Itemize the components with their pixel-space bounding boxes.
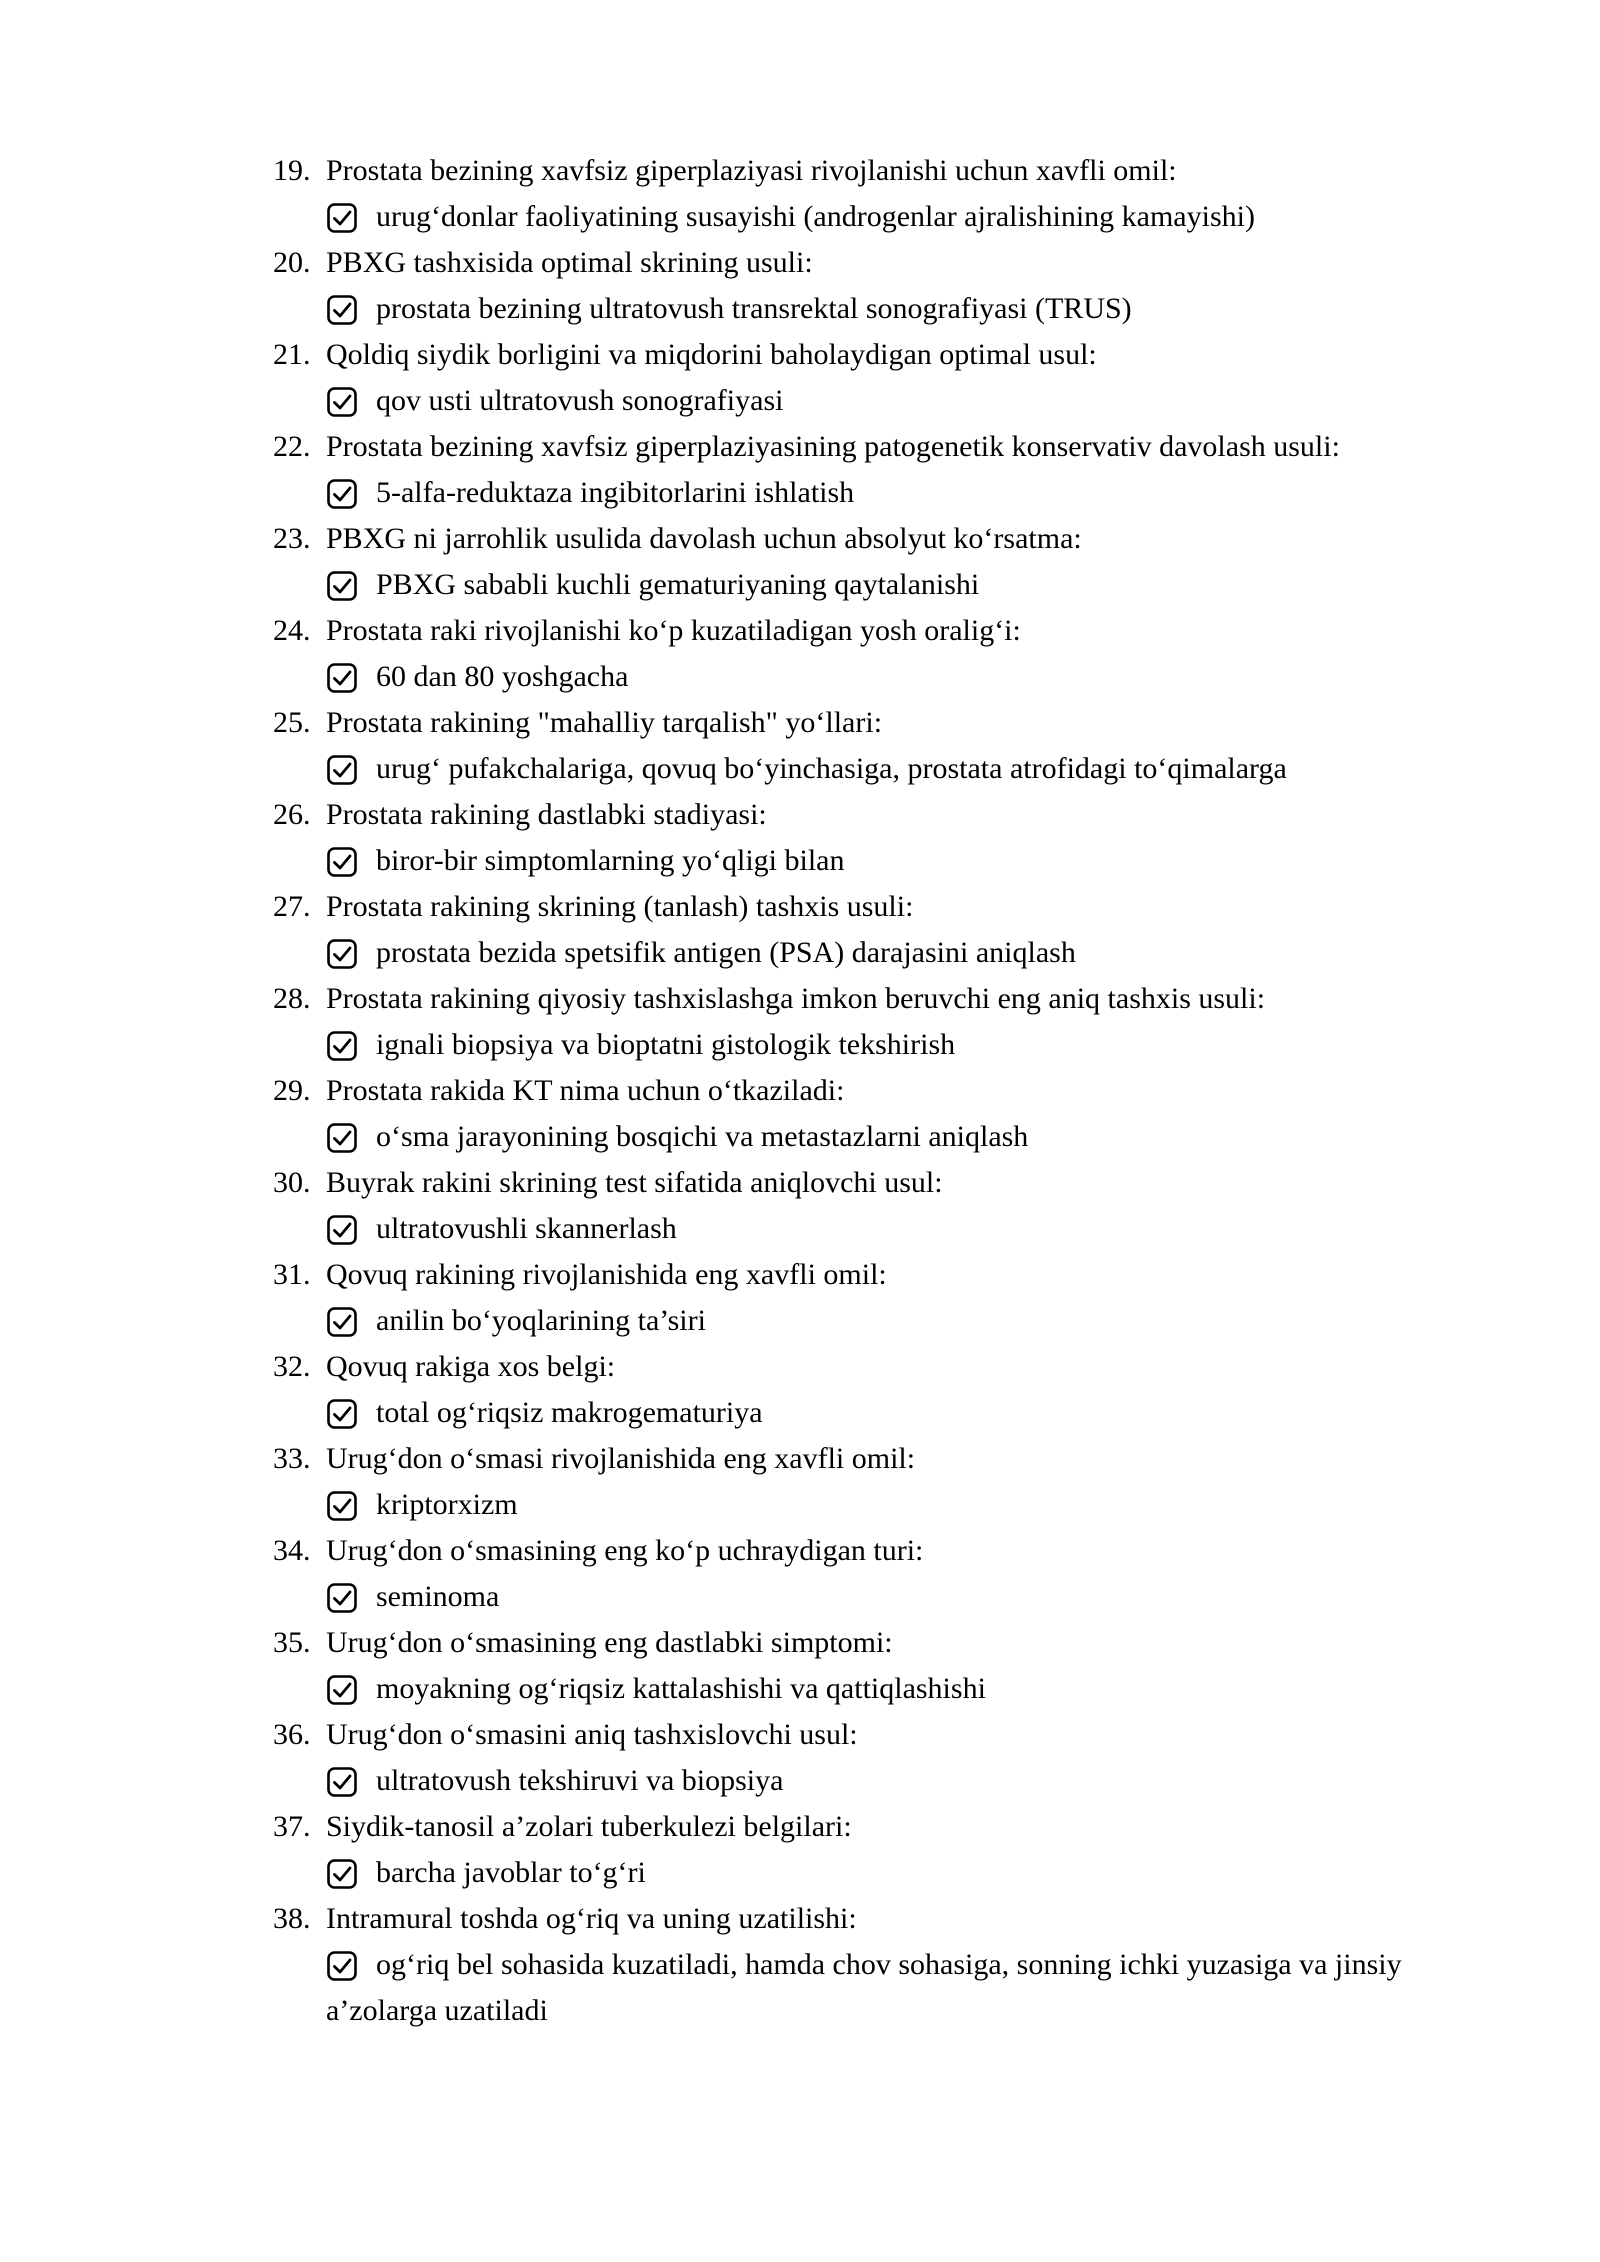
answer-text: anilin bo‘yoqlarining ta’siri [376,1304,706,1337]
question-number: 22. [273,430,311,463]
question [273,1160,1503,1206]
checkbox-checked-icon [326,1398,358,1430]
checkbox-checked-icon [326,938,358,970]
answer [326,1022,1503,1068]
answer [326,286,1503,332]
list-item [273,1160,1503,1252]
question-text: Prostata rakida KT nima uchun o‘tkaziladi: [326,1074,845,1107]
question-text: Prostata rakining skrining (tanlash) tashxis usuli: [326,890,914,923]
checkbox-checked-icon [326,1306,358,1338]
answer-text: ignali biopsiya va bioptatni gistologik tekshirish [376,1028,956,1061]
answer [326,194,1503,240]
question [273,1896,1503,1942]
answer [326,654,1503,700]
answer [326,1114,1503,1160]
answer-text: og‘riq bel sohasida kuzatiladi, hamda chov sohasiga, sonning ichki yuzasiga va jinsiy a’zolarga uzatiladi [326,1948,1402,2027]
list-item [273,976,1503,1068]
list-item [273,516,1503,608]
answer-text: o‘sma jarayonining bosqichi va metastazlarni aniqlash [376,1120,1029,1153]
question-text: Prostata raki rivojlanishi ko‘p kuzatiladigan yosh oralig‘i: [326,614,1021,647]
question-number: 36. [273,1718,311,1751]
question [273,976,1503,1022]
answer-text: prostata bezining ultratovush transrektal sonografiyasi (TRUS) [376,292,1132,325]
answer-text: ultratovushli skannerlash [376,1212,677,1245]
question [273,424,1503,470]
checkbox-checked-icon [326,1214,358,1246]
question [273,332,1503,378]
question [273,1712,1503,1758]
answer-text: seminoma [376,1580,500,1613]
answer-text: total og‘riqsiz makrogematuriya [376,1396,763,1429]
list-item [273,884,1503,976]
checkbox-checked-icon [326,662,358,694]
list-item [273,1804,1503,1896]
question-text: Urug‘don o‘smasini aniq tashxislovchi usul: [326,1718,858,1751]
question-number: 24. [273,614,311,647]
list-item [273,1528,1503,1620]
answer [326,1758,1503,1804]
list-item [273,700,1503,792]
question-number: 25. [273,706,311,739]
answer-text: urug‘ pufakchalariga, qovuq bo‘yinchasiga, prostata atrofidagi to‘qimalarga [376,752,1287,785]
answer [326,1942,1503,2034]
question-text: Buyrak rakini skrining test sifatida aniqlovchi usul: [326,1166,943,1199]
answer-text: biror-bir simptomlarning yo‘qligi bilan [376,844,845,877]
question [273,1344,1503,1390]
checkbox-checked-icon [326,846,358,878]
answer [326,1482,1503,1528]
answer [326,470,1503,516]
question-text: Prostata rakining qiyosiy tashxislashga imkon beruvchi eng aniq tashxis usuli: [326,982,1266,1015]
checkbox-checked-icon [326,570,358,602]
question-number: 29. [273,1074,311,1107]
question-text: Prostata bezining xavfsiz giperplaziyasi rivojlanishi uchun xavfli omil: [326,154,1177,187]
question [273,792,1503,838]
question-number: 21. [273,338,311,371]
answer-text: kriptorxizm [376,1488,518,1521]
answer [326,1206,1503,1252]
answer [326,1298,1503,1344]
question-number: 19. [273,154,311,187]
list-item [273,148,1503,240]
question-text: Urug‘don o‘smasining eng dastlabki simptomi: [326,1626,893,1659]
answer-text: PBXG sababli kuchli gematuriyaning qaytalanishi [376,568,980,601]
question [273,1804,1503,1850]
question [273,1068,1503,1114]
question-number: 31. [273,1258,311,1291]
question [273,700,1503,746]
question [273,516,1503,562]
checkbox-checked-icon [326,386,358,418]
checkbox-checked-icon [326,294,358,326]
question-text: PBXG tashxisida optimal skrining usuli: [326,246,813,279]
answer-text: moyakning og‘riqsiz kattalashishi va qattiqlashishi [376,1672,986,1705]
list-item [273,240,1503,332]
question-text: Prostata rakining "mahalliy tarqalish" yo‘llari: [326,706,883,739]
question-number: 33. [273,1442,311,1475]
question-number: 38. [273,1902,311,1935]
question [273,240,1503,286]
list-item [273,1896,1503,2034]
list-item [273,1436,1503,1528]
checkbox-checked-icon [326,1582,358,1614]
question [273,1528,1503,1574]
answer-text: urug‘donlar faoliyatining susayishi (androgenlar ajralishining kamayishi) [376,200,1255,233]
checkbox-checked-icon [326,1674,358,1706]
answer [326,1850,1503,1896]
list-item [273,332,1503,424]
checkbox-checked-icon [326,1490,358,1522]
checkbox-checked-icon [326,1858,358,1890]
answer [326,378,1503,424]
question-text: Urug‘don o‘smasi rivojlanishida eng xavfli omil: [326,1442,916,1475]
checkbox-checked-icon [326,1030,358,1062]
checkbox-checked-icon [326,478,358,510]
question-list [273,148,1503,2034]
list-item [273,1344,1503,1436]
answer [326,930,1503,976]
question-number: 27. [273,890,311,923]
checkbox-checked-icon [326,1122,358,1154]
answer-text: barcha javoblar to‘g‘ri [376,1856,646,1889]
answer [326,746,1503,792]
list-item [273,424,1503,516]
checkbox-checked-icon [326,754,358,786]
answer-text: qov usti ultratovush sonografiyasi [376,384,784,417]
question-text: Urug‘don o‘smasining eng ko‘p uchraydigan turi: [326,1534,924,1567]
question-number: 30. [273,1166,311,1199]
checkbox-checked-icon [326,1766,358,1798]
answer-text: prostata bezida spetsifik antigen (PSA) darajasini aniqlash [376,936,1076,969]
list-item [273,792,1503,884]
question-text: Qovuq rakining rivojlanishida eng xavfli omil: [326,1258,887,1291]
question-number: 26. [273,798,311,831]
question-text: Qoldiq siydik borligini va miqdorini baholaydigan optimal usul: [326,338,1097,371]
question [273,1620,1503,1666]
question-text: Siydik-tanosil a’zolari tuberkulezi belgilari: [326,1810,852,1843]
list-item [273,1068,1503,1160]
answer-text: ultratovush tekshiruvi va biopsiya [376,1764,784,1797]
question-text: PBXG ni jarrohlik usulida davolash uchun absolyut ko‘rsatma: [326,522,1082,555]
answer [326,1666,1503,1712]
list-item [273,1620,1503,1712]
question-text: Prostata bezining xavfsiz giperplaziyasining patogenetik konservativ davolash usuli: [326,430,1340,463]
list-item [273,608,1503,700]
answer [326,1574,1503,1620]
question-number: 34. [273,1534,311,1567]
question-text: Intramural toshda og‘riq va uning uzatilishi: [326,1902,857,1935]
question-text: Qovuq rakiga xos belgi: [326,1350,616,1383]
question-number: 35. [273,1626,311,1659]
checkbox-checked-icon [326,1950,358,1982]
question-number: 20. [273,246,311,279]
question [273,148,1503,194]
checkbox-checked-icon [326,202,358,234]
answer [326,562,1503,608]
answer-text: 60 dan 80 yoshgacha [376,660,629,693]
question-number: 37. [273,1810,311,1843]
question [273,1252,1503,1298]
question-text: Prostata rakining dastlabki stadiyasi: [326,798,767,831]
question-number: 28. [273,982,311,1015]
question [273,608,1503,654]
question-number: 23. [273,522,311,555]
question [273,1436,1503,1482]
question [273,884,1503,930]
answer [326,838,1503,884]
answer [326,1390,1503,1436]
list-item [273,1252,1503,1344]
question-number: 32. [273,1350,311,1383]
answer-text: 5-alfa-reduktaza ingibitorlarini ishlatish [376,476,855,509]
list-item [273,1712,1503,1804]
